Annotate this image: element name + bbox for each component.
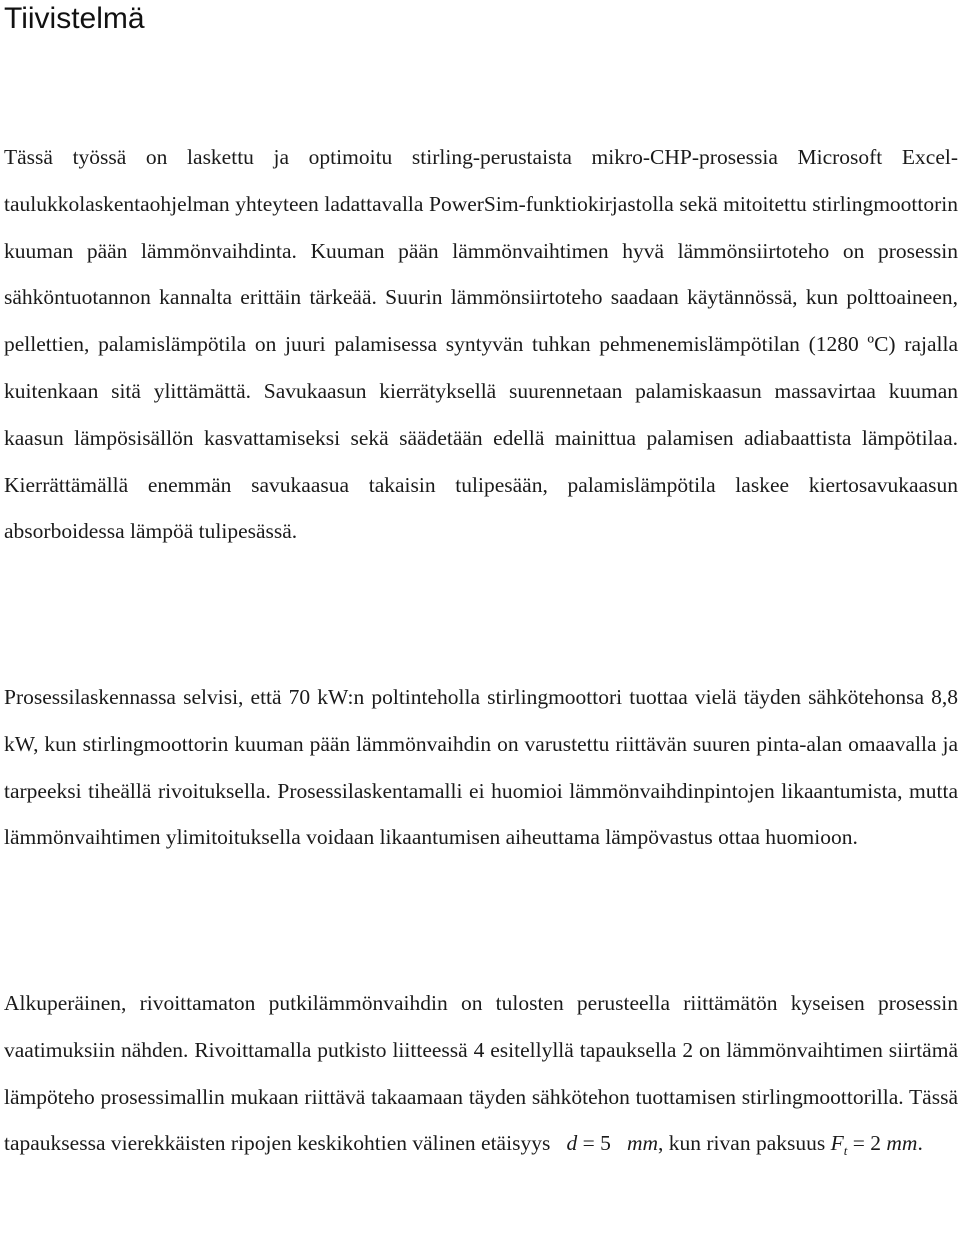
formula-value: 2 <box>870 1131 881 1156</box>
fin-spacing-formula <box>566 1131 658 1155</box>
formula-variable-d: d <box>566 1131 578 1156</box>
formula-value: 5 <box>600 1131 611 1156</box>
formula-unit: mm <box>886 1131 918 1156</box>
formula-subscript: t <box>843 1143 848 1159</box>
formula-unit: mm <box>626 1131 659 1156</box>
abstract-paragraph-1: Tässä työssä on laskettu ja optimoitu stirling-perustaista mikro-CHP-prosessia Microsoft Excel-taulukkolaskentaohjelman yhteyteen ladattavalla PowerSim-funktiokirjastolla sekä mitoitettu stirlingmoottorin kuuman pään lämmönvaihdinta. Kuuman pään lämmönvaihtimen hyvä lämmönsiirtoteho on prosessin sähköntuotannon kannalta erittäin tärkeää. Suurin lämmönsiirtoteho saadaan käytännössä, kun polttoaineen, pellettien, palamislämpötila on juuri palamisessa syntyvän tuhkan pehmenemislämpötilan (1280 ºC) rajalla kuitenkaan sitä ylittämättä. Savukaasun kierrätyksellä suurennetaan palamiskaasun massavirtaa kuuman kaasun lämpösisällön kasvattamiseksi sekä säädetään edellä mainittua palamisen adiabaattista lämpötilaa. Kierrättämällä enemmän savukaasua takaisin tulipesään, palamislämpötila laskee kiertosavukaasun absorboidessa lämpöä tulipesässä. <box>4 145 958 544</box>
page-title: Tiivistelmä <box>4 2 145 35</box>
paragraph-3-text-before: Alkuperäinen, rivoittamaton putkilämmönvaihdin on tulosten perusteella riittämätön kyseisen prosessin vaatimuksiin nähden. Rivoittamalla putkisto liitteessä 4 esitellyllä tapauksella 2 on lämmönvaihtimen siirtämä lämpöteho prosessimallin mukaan riittävä takaamaan täyden sähkötehon tuottamisen stirlingmoottorilla. Tässä tapauksessa vierekkäisten ripojen keskikohtien välinen etäisyys <box>4 991 958 1156</box>
abstract-paragraph-2: Prosessilaskennassa selvisi, että 70 kW:n poltinteholla stirlingmoottori tuottaa vielä täyden sähkötehonsa 8,8 kW, kun stirlingmoottorin kuuman pään lämmönvaihdin on varustettu riittävän suuren pinta-alan omaavalla ja tarpeeksi tiheällä rivoituksella. Prosessilaskentamalli ei huomioi lämmönvaihdinpintojen likaantumista, mutta lämmönvaihtimen ylimitoituksella voidaan likaantumisen aiheuttama lämpövastus ottaa huomioon. <box>4 685 958 850</box>
paragraph-3-text-middle: , kun rivan paksuus <box>658 1131 826 1156</box>
formula-variable-f: F <box>830 1131 844 1156</box>
abstract-paragraph-3 <box>4 980 958 1175</box>
formula-operator: = <box>852 1131 865 1156</box>
fin-thickness-formula <box>830 1131 918 1159</box>
paragraph-3-text-after: . <box>917 1131 923 1156</box>
formula-operator: = <box>582 1131 595 1156</box>
